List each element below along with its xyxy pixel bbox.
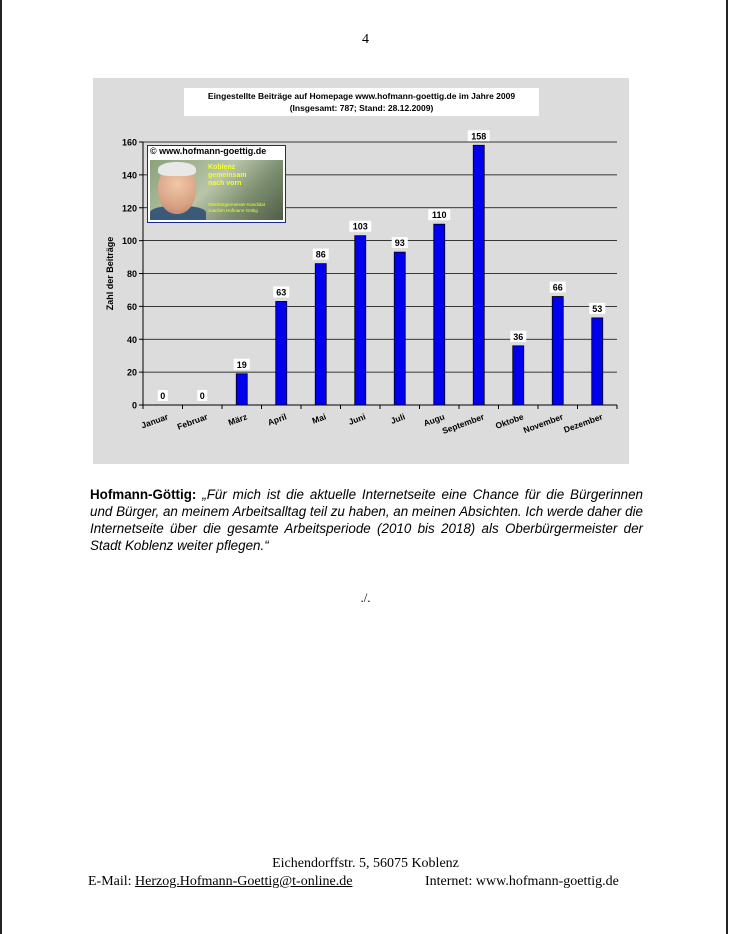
photo-small-line: Joachim Hofmann-Göttig bbox=[208, 208, 258, 213]
page-edge-right bbox=[726, 0, 728, 934]
email-link[interactable]: Herzog.Hofmann-Goettig@t-online.de bbox=[135, 874, 353, 889]
quote-paragraph bbox=[90, 486, 643, 554]
quote-speaker: Hofmann-Göttig: bbox=[90, 487, 197, 502]
y-tick-label: 80 bbox=[126, 269, 137, 279]
y-tick-label: 0 bbox=[131, 400, 137, 411]
data-label: 53 bbox=[592, 303, 603, 314]
x-tick-label: Dezember bbox=[562, 411, 604, 435]
data-label: 0 bbox=[160, 391, 166, 401]
x-tick-label: Mai bbox=[310, 411, 328, 426]
x-tick-label: März bbox=[226, 411, 249, 428]
photo-small-text bbox=[208, 202, 265, 214]
photo-slogan bbox=[208, 164, 247, 188]
x-tick-label: Oktobe bbox=[493, 411, 525, 431]
bar bbox=[473, 145, 484, 405]
x-tick-label: Februar bbox=[175, 411, 209, 432]
footer-address: Eichendorffstr. 5, 56075 Koblenz bbox=[272, 856, 459, 871]
y-tick-label: 100 bbox=[121, 236, 137, 247]
x-tick-label: November bbox=[521, 411, 565, 436]
y-tick-label: 160 bbox=[121, 137, 137, 148]
y-tick-label: 60 bbox=[126, 301, 137, 312]
x-tick-label: Augu bbox=[422, 411, 446, 429]
bar bbox=[236, 374, 247, 405]
data-label: 93 bbox=[394, 238, 405, 249]
bar bbox=[394, 252, 405, 405]
x-tick-label: September bbox=[440, 411, 486, 436]
chart-panel bbox=[93, 78, 629, 464]
bar bbox=[552, 297, 563, 405]
bar bbox=[592, 318, 603, 405]
y-tick-label: 40 bbox=[126, 334, 137, 345]
photo-small-line: Oberbürgermeister-Kandidat bbox=[208, 202, 266, 207]
continuation-mark: ./. bbox=[360, 590, 371, 605]
footer-email-label: E-Mail: bbox=[88, 874, 132, 889]
data-label: 63 bbox=[276, 287, 287, 298]
data-label: 19 bbox=[236, 359, 247, 370]
x-tick-label: Juli bbox=[389, 411, 407, 426]
photo-slogan-line: Koblenz bbox=[208, 164, 236, 171]
bar bbox=[434, 224, 445, 405]
bar-chart bbox=[93, 78, 629, 464]
photo-slogan-line: gemeinsam bbox=[208, 172, 247, 179]
x-tick-label: Januar bbox=[139, 411, 170, 431]
page-number: 4 bbox=[362, 32, 369, 47]
campaign-photo-box bbox=[147, 145, 286, 223]
portrait-hair bbox=[158, 162, 196, 176]
y-tick-label: 120 bbox=[121, 203, 137, 214]
data-label: 86 bbox=[315, 249, 326, 260]
data-label: 103 bbox=[352, 221, 368, 232]
y-tick-label: 140 bbox=[121, 170, 137, 181]
data-label: 36 bbox=[513, 331, 524, 342]
data-label: 158 bbox=[471, 131, 487, 142]
y-tick-label: 20 bbox=[126, 367, 137, 378]
chart-title-box bbox=[184, 88, 539, 116]
quote-text: „Für mich ist die aktuelle Internetseite eine Chance für die Bürgerinnen und Bürger, an meinem Arbeitsalltag teil zu haben, an meinen Absichten. Ich werde daher die Internetseite über die gesamte Arbeitsperiode (2010 bis 2018) als Oberbürgermeister der Stadt Koblenz weiter pflegen.“ bbox=[90, 487, 643, 553]
campaign-photo bbox=[150, 160, 283, 220]
chart-title: Eingestellte Beiträge auf Homepage www.hofmann-goettig.de im Jahre 2009 bbox=[207, 91, 516, 101]
photo-slogan-line: nach vorn bbox=[208, 180, 242, 187]
page-edge-left bbox=[0, 0, 2, 934]
photo-caption: © www.hofmann-goettig.de bbox=[150, 146, 267, 156]
bar bbox=[276, 301, 287, 405]
y-axis-label: Zahl der Beiträge bbox=[105, 236, 115, 311]
bar bbox=[315, 264, 326, 405]
data-label: 0 bbox=[199, 391, 205, 401]
x-tick-label: Juni bbox=[347, 411, 367, 427]
footer-email bbox=[88, 874, 352, 890]
bar bbox=[513, 346, 524, 405]
bar bbox=[355, 236, 366, 405]
x-tick-label: April bbox=[266, 411, 288, 428]
chart-subtitle: (Insgesamt: 787; Stand: 28.12.2009) bbox=[289, 103, 434, 113]
data-label: 66 bbox=[552, 282, 563, 293]
data-label: 110 bbox=[431, 210, 447, 221]
footer-internet: Internet: www.hofmann-goettig.de bbox=[425, 874, 619, 889]
